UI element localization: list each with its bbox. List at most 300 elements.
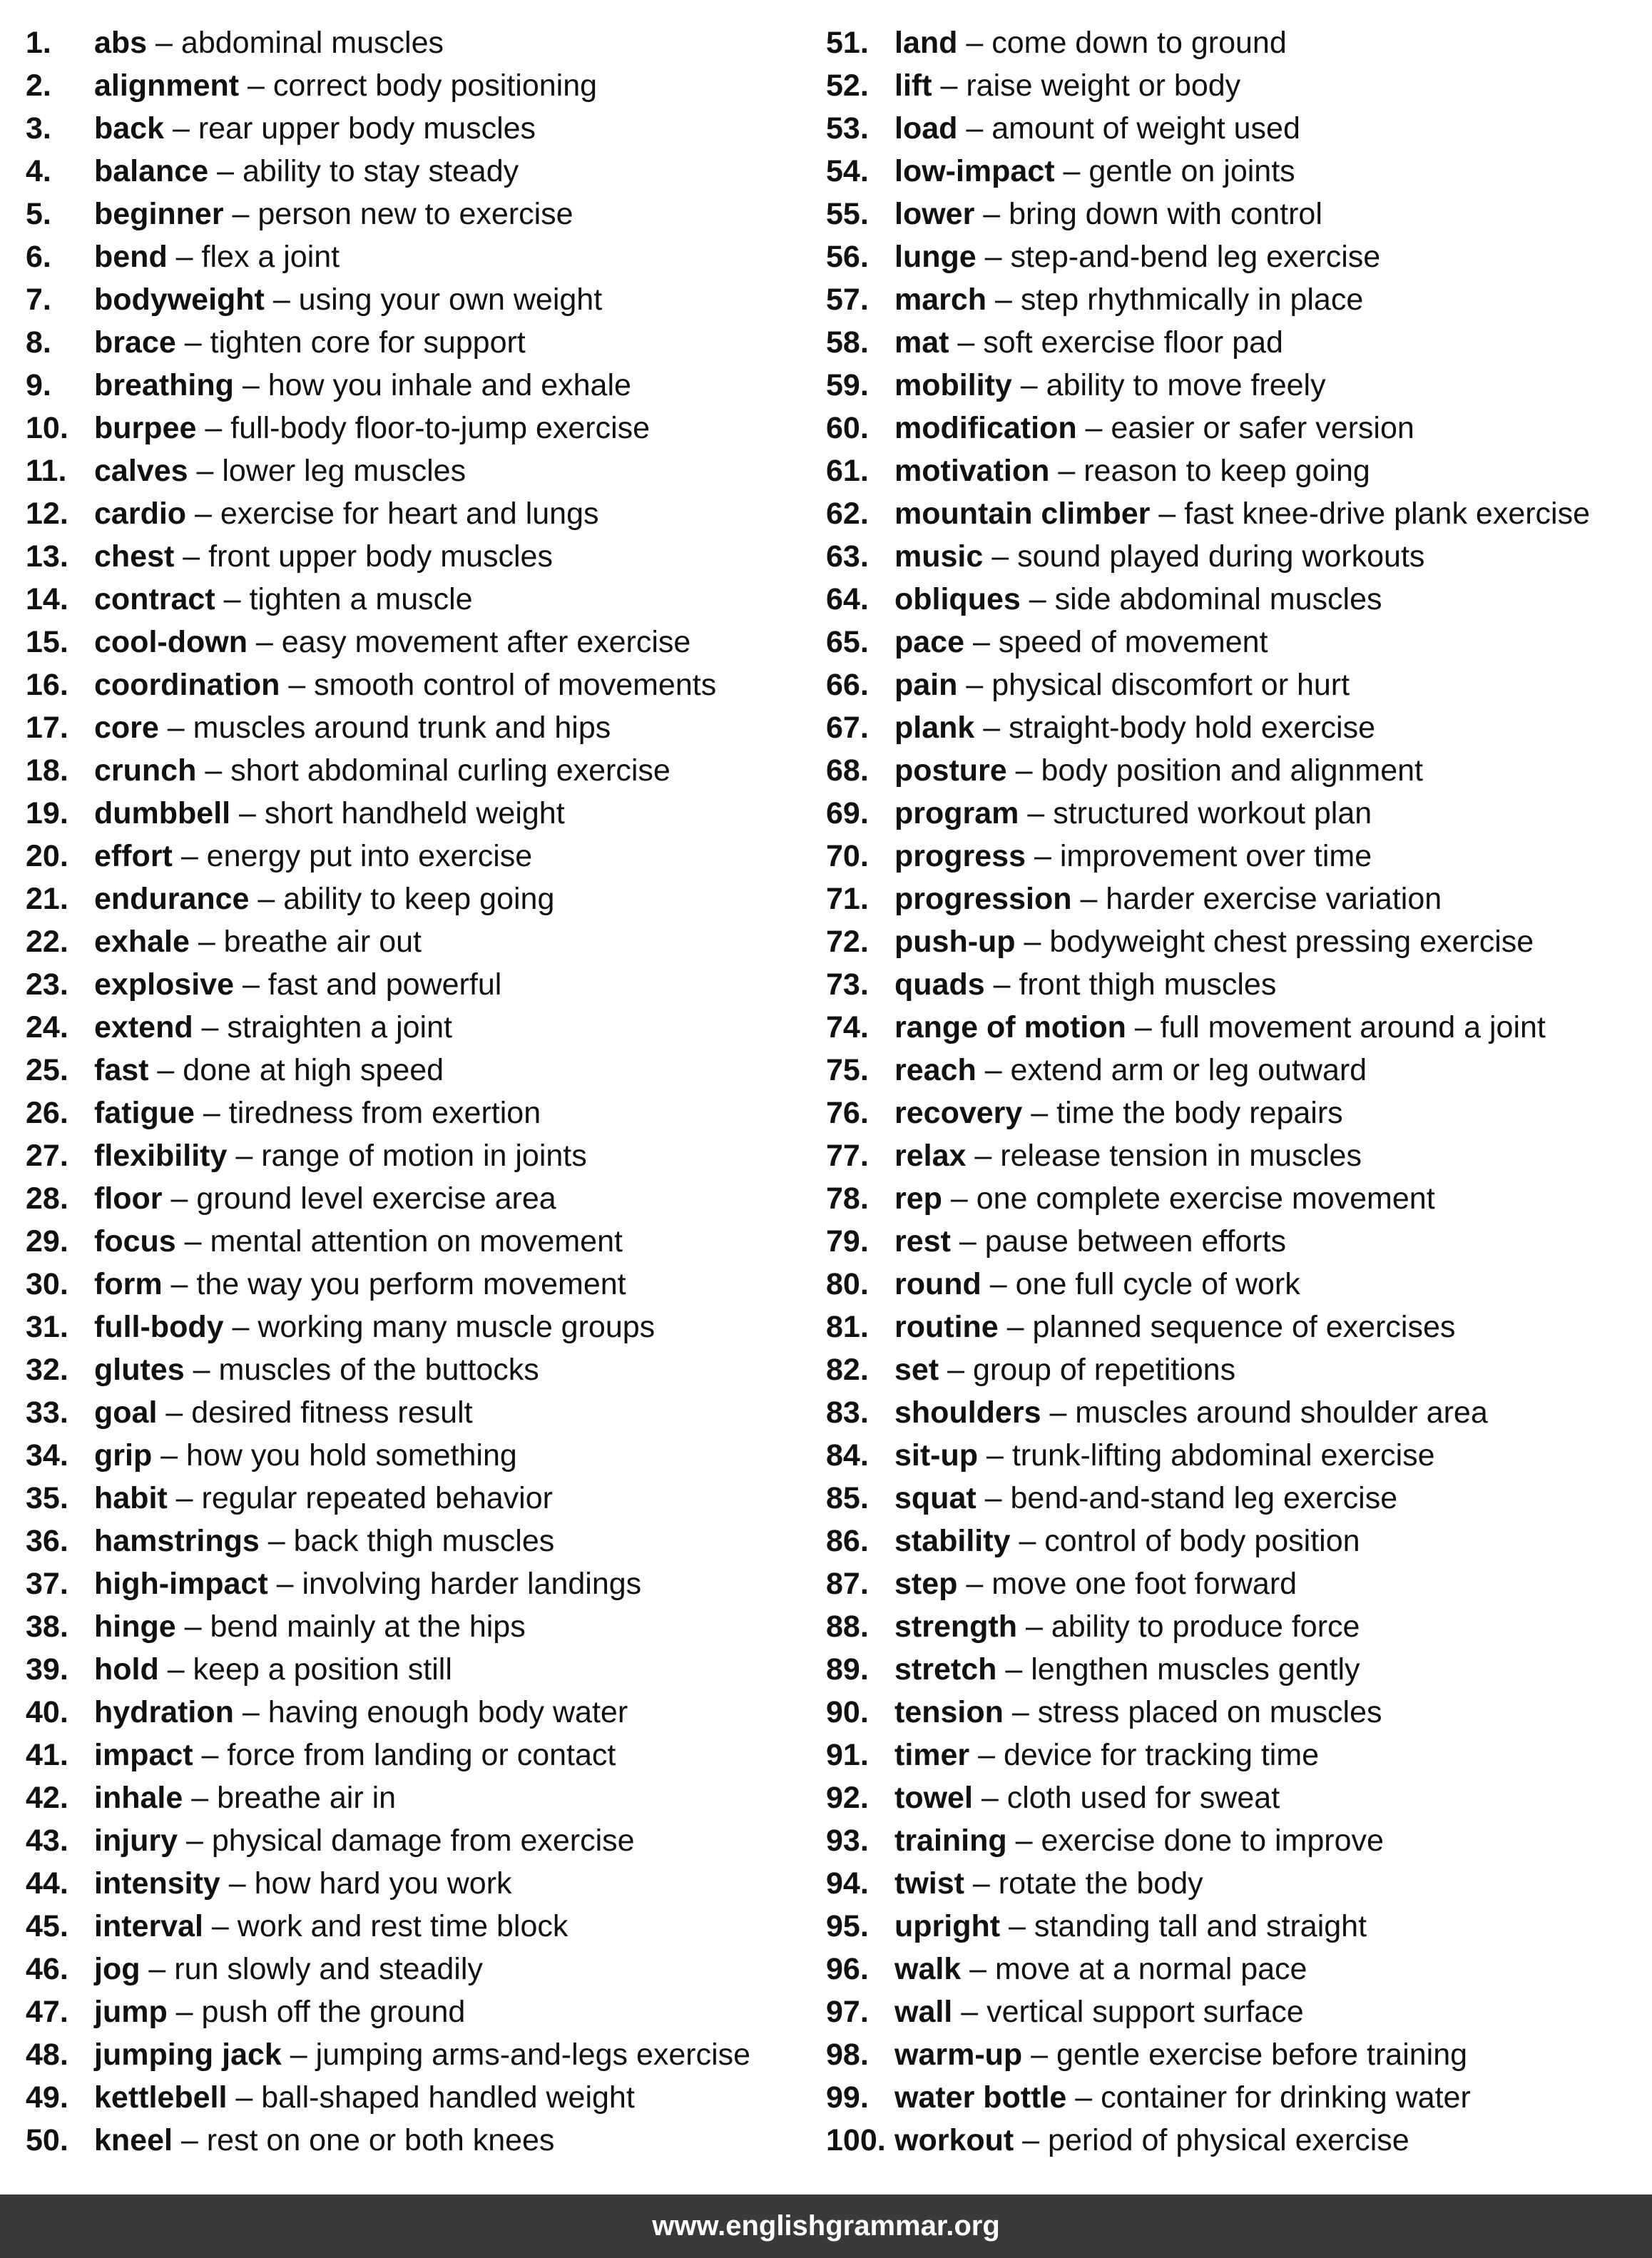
- entry-term: bodyweight: [94, 283, 265, 317]
- vocab-entry: [26, 1520, 810, 1562]
- entry-term: push-up: [894, 925, 1016, 959]
- entry-definition: – fast knee-drive plank exercise: [1150, 497, 1591, 531]
- entry-term: fast: [94, 1053, 149, 1087]
- entry-definition: – short handheld weight: [230, 796, 565, 830]
- vocab-entry: [826, 492, 1646, 535]
- entry-number: 89.: [826, 1652, 869, 1687]
- entry-term: modification: [894, 411, 1077, 445]
- entry-definition: – speed of movement: [964, 625, 1268, 659]
- entry-term: crunch: [94, 753, 197, 788]
- entry-number: 82.: [826, 1353, 869, 1387]
- entry-text: [94, 920, 422, 963]
- entry-definition: – body position and alignment: [1006, 753, 1423, 788]
- entry-term: jumping jack: [94, 2038, 282, 2072]
- entry-term: dumbbell: [94, 796, 231, 830]
- entry-term: shoulders: [894, 1395, 1041, 1430]
- entry-term: reach: [894, 1053, 977, 1087]
- entry-term: tension: [894, 1695, 1004, 1729]
- entry-term: kettlebell: [94, 2080, 228, 2115]
- entry-number: 94.: [826, 1866, 869, 1901]
- entry-term: lower: [894, 197, 975, 231]
- entry-number: 50.: [26, 2123, 68, 2157]
- vocab-entry: [826, 1948, 1646, 1990]
- entry-definition: – one full cycle of work: [981, 1267, 1300, 1301]
- vocab-entry: [26, 21, 810, 64]
- vocab-entry: [26, 1306, 810, 1348]
- entry-definition: – push off the ground: [167, 1995, 466, 2029]
- entry-text: [94, 1306, 655, 1348]
- entry-term: progression: [894, 882, 1072, 916]
- entry-term: effort: [94, 839, 173, 873]
- entry-definition: – desired fitness result: [157, 1395, 473, 1430]
- vocab-entry: [826, 1905, 1646, 1948]
- vocab-entry: [826, 706, 1646, 749]
- entry-definition: – muscles of the buttocks: [184, 1353, 539, 1387]
- vocab-entry: [826, 407, 1646, 449]
- entry-number: 84.: [826, 1438, 869, 1473]
- entry-definition: – sound played during workouts: [983, 539, 1425, 574]
- entry-definition: – period of physical exercise: [1014, 2123, 1409, 2157]
- entry-number: 57.: [826, 283, 869, 317]
- entry-definition: – device for tracking time: [969, 1738, 1320, 1772]
- entry-term: obliques: [894, 582, 1021, 616]
- entry-term: burpee: [94, 411, 197, 445]
- entry-text: [894, 1648, 1360, 1691]
- entry-text: [894, 1776, 1280, 1819]
- entry-term: stretch: [894, 1652, 997, 1687]
- entry-text: [94, 1905, 568, 1948]
- entry-number: 33.: [26, 1395, 68, 1430]
- entry-number: 14.: [26, 582, 68, 616]
- entry-number: 4.: [26, 154, 51, 188]
- entry-term: flexibility: [94, 1139, 228, 1173]
- entry-term: calves: [94, 454, 188, 488]
- vocab-entry: [26, 1348, 810, 1391]
- entry-definition: – rotate the body: [964, 1866, 1203, 1901]
- entry-text: [894, 1391, 1488, 1434]
- entry-text: [94, 278, 602, 321]
- vocab-entry: [26, 1220, 810, 1263]
- entry-term: land: [894, 26, 958, 60]
- entry-text: [94, 1520, 554, 1562]
- entry-definition: – mental attention on movement: [175, 1224, 623, 1258]
- entry-definition: – force from landing or contact: [193, 1738, 616, 1772]
- entry-term: wall: [894, 1995, 953, 2029]
- vocab-entry: [26, 578, 810, 621]
- vocab-entry: [826, 1862, 1646, 1905]
- entry-text: [894, 835, 1372, 878]
- entry-term: set: [894, 1353, 939, 1387]
- vocab-entry: [26, 64, 810, 107]
- vocab-entry: [826, 1049, 1646, 1092]
- entry-definition: – correct body positioning: [239, 68, 598, 103]
- entry-term: alignment: [94, 68, 240, 103]
- vocab-entry: [826, 2119, 1646, 2162]
- entry-definition: – muscles around shoulder area: [1041, 1395, 1488, 1430]
- entry-definition: – lower leg muscles: [188, 454, 466, 488]
- entry-number: 55.: [826, 197, 869, 231]
- entry-term: lift: [894, 68, 932, 103]
- entry-definition: – using your own weight: [264, 283, 603, 317]
- entry-text: [94, 792, 565, 835]
- entry-number: 23.: [26, 967, 68, 1002]
- entry-text: [94, 749, 671, 792]
- entry-text: [894, 492, 1590, 535]
- entry-term: range of motion: [894, 1010, 1126, 1044]
- vocab-entry: [26, 1734, 810, 1776]
- entry-definition: – tighten core for support: [175, 325, 526, 360]
- entry-definition: – smooth control of movements: [280, 668, 717, 702]
- entry-number: 22.: [26, 925, 68, 959]
- entry-term: focus: [94, 1224, 176, 1258]
- entry-text: [94, 449, 466, 492]
- entry-definition: – amount of weight used: [957, 111, 1300, 146]
- entry-term: endurance: [94, 882, 250, 916]
- entry-text: [94, 835, 532, 878]
- vocab-entry: [26, 621, 810, 663]
- entry-term: stability: [894, 1524, 1011, 1558]
- entry-term: upright: [894, 1909, 1001, 1943]
- entry-number: 90.: [826, 1695, 869, 1729]
- entry-number: 52.: [826, 68, 869, 103]
- entry-definition: – exercise for heart and lungs: [186, 497, 599, 531]
- entry-number: 38.: [26, 1609, 68, 1644]
- entry-definition: – having enough body water: [233, 1695, 628, 1729]
- entry-text: [894, 792, 1372, 835]
- vocab-entry: [826, 1562, 1646, 1605]
- vocab-entry: [26, 1948, 810, 1990]
- entry-term: breathing: [94, 368, 234, 402]
- entry-text: [94, 963, 501, 1006]
- entry-number: 25.: [26, 1053, 68, 1087]
- entry-text: [94, 1220, 623, 1263]
- entry-number: 85.: [826, 1481, 869, 1515]
- entry-text: [894, 1605, 1360, 1648]
- entry-definition: – ground level exercise area: [162, 1181, 556, 1216]
- vocab-entry: [26, 1477, 810, 1520]
- entry-term: cool-down: [94, 625, 248, 659]
- entry-number: 39.: [26, 1652, 68, 1687]
- entry-term: relax: [894, 1139, 967, 1173]
- entry-term: high-impact: [94, 1567, 268, 1601]
- vocab-entry: [826, 1220, 1646, 1263]
- entry-number: 1.: [26, 26, 51, 60]
- vocab-entry: [26, 2076, 810, 2119]
- entry-text: [894, 64, 1240, 107]
- entry-definition: – easier or safer version: [1076, 411, 1414, 445]
- entry-number: 3.: [26, 111, 51, 146]
- entry-definition: – container for drinking water: [1066, 2080, 1471, 2115]
- vocab-entry: [26, 706, 810, 749]
- entry-term: hydration: [94, 1695, 234, 1729]
- vocab-entry: [826, 535, 1646, 578]
- vocab-entry: [26, 1049, 810, 1092]
- entry-term: pace: [894, 625, 965, 659]
- entry-term: towel: [894, 1781, 973, 1815]
- vocab-entry: [826, 1734, 1646, 1776]
- entry-definition: – control of body position: [1010, 1524, 1360, 1558]
- entry-number: 68.: [826, 753, 869, 788]
- vocabulary-column-left: [26, 21, 810, 2162]
- entry-term: quads: [894, 967, 985, 1002]
- entry-term: hinge: [94, 1609, 176, 1644]
- entry-text: [894, 920, 1534, 963]
- entry-term: walk: [894, 1952, 962, 1986]
- vocab-entry: [826, 1006, 1646, 1049]
- entry-definition: – soft exercise floor pad: [949, 325, 1283, 360]
- entry-text: [94, 1819, 635, 1862]
- entry-text: [94, 64, 597, 107]
- entry-term: jump: [94, 1995, 168, 2029]
- entry-definition: – run slowly and steadily: [140, 1952, 483, 1986]
- entry-definition: – person new to exercise: [223, 197, 573, 231]
- entry-term: hold: [94, 1652, 159, 1687]
- vocab-entry: [826, 1520, 1646, 1562]
- entry-term: workout: [894, 2123, 1014, 2157]
- vocab-entry: [26, 1862, 810, 1905]
- entry-text: [94, 1477, 553, 1520]
- entry-definition: – bend-and-stand leg exercise: [976, 1481, 1398, 1515]
- entry-term: progress: [894, 839, 1026, 873]
- entry-text: [894, 878, 1442, 920]
- vocab-entry: [26, 1776, 810, 1819]
- entry-number: 95.: [826, 1909, 869, 1943]
- entry-text: [94, 878, 554, 920]
- entry-term: program: [894, 796, 1019, 830]
- entry-term: twist: [894, 1866, 964, 1901]
- entry-number: 98.: [826, 2038, 869, 2072]
- entry-number: 87.: [826, 1567, 869, 1601]
- entry-definition: – group of repetitions: [939, 1353, 1236, 1387]
- entry-text: [894, 1434, 1435, 1477]
- vocab-entry: [26, 663, 810, 706]
- entry-term: music: [894, 539, 984, 574]
- entry-text: [94, 1177, 556, 1220]
- entry-number: 62.: [826, 497, 869, 531]
- entry-definition: – step-and-bend leg exercise: [976, 240, 1381, 274]
- entry-number: 63.: [826, 539, 869, 574]
- entry-number: 75.: [826, 1053, 869, 1087]
- vocab-entry: [26, 963, 810, 1006]
- entry-term: beginner: [94, 197, 224, 231]
- entry-definition: – move at a normal pace: [961, 1952, 1307, 1986]
- vocab-entry: [26, 321, 810, 364]
- entry-definition: – ability to keep going: [249, 882, 555, 916]
- entry-definition: – ball-shaped handled weight: [227, 2080, 635, 2115]
- entry-number: 69.: [826, 796, 869, 830]
- entry-text: [894, 535, 1424, 578]
- entry-number: 44.: [26, 1866, 68, 1901]
- entry-text: [94, 150, 519, 193]
- vocab-entry: [826, 1306, 1646, 1348]
- entry-term: mat: [894, 325, 949, 360]
- vocab-entry: [26, 835, 810, 878]
- entry-number: 83.: [826, 1395, 869, 1430]
- vocab-entry: [826, 2076, 1646, 2119]
- vocab-entry: [826, 193, 1646, 235]
- entry-definition: – improvement over time: [1026, 839, 1372, 873]
- entry-text: [94, 1348, 539, 1391]
- entry-term: recovery: [894, 1096, 1023, 1130]
- vocab-entry: [826, 21, 1646, 64]
- entry-term: habit: [94, 1481, 168, 1515]
- entry-definition: – energy put into exercise: [172, 839, 533, 873]
- entry-text: [894, 107, 1300, 150]
- entry-text: [94, 1562, 641, 1605]
- entry-number: 6.: [26, 240, 51, 274]
- entry-definition: – full-body floor-to-jump exercise: [196, 411, 651, 445]
- entry-term: step: [894, 1567, 958, 1601]
- entry-text: [94, 1049, 444, 1092]
- vocab-entry: [826, 792, 1646, 835]
- entry-definition: – range of motion in joints: [227, 1139, 587, 1173]
- vocab-entry: [26, 878, 810, 920]
- entry-text: [894, 321, 1283, 364]
- entry-number: 79.: [826, 1224, 869, 1258]
- vocab-entry: [826, 107, 1646, 150]
- entry-term: jog: [94, 1952, 141, 1986]
- entry-number: 97.: [826, 1995, 869, 2029]
- entry-number: 26.: [26, 1096, 68, 1130]
- entry-number: 76.: [826, 1096, 869, 1130]
- entry-text: [894, 1006, 1546, 1049]
- entry-text: [894, 1477, 1397, 1520]
- vocab-entry: [826, 364, 1646, 407]
- vocab-entry: [826, 749, 1646, 792]
- entry-number: 24.: [26, 1010, 68, 1044]
- entry-text: [94, 2119, 554, 2162]
- entry-term: fatigue: [94, 1096, 195, 1130]
- entry-text: [94, 1605, 526, 1648]
- entry-definition: – side abdominal muscles: [1020, 582, 1382, 616]
- entry-number: 99.: [826, 2080, 869, 2115]
- vocab-entry: [826, 1434, 1646, 1477]
- vocab-entry: [826, 1605, 1646, 1648]
- entry-term: interval: [94, 1909, 203, 1943]
- entry-term: round: [894, 1267, 981, 1301]
- entry-text: [894, 278, 1363, 321]
- entry-text: [94, 321, 526, 364]
- entry-definition: – how you inhale and exhale: [233, 368, 631, 402]
- entry-number: 31.: [26, 1310, 68, 1344]
- entry-term: mobility: [894, 368, 1012, 402]
- vocab-entry: [826, 920, 1646, 963]
- entry-number: 81.: [826, 1310, 869, 1344]
- entry-text: [894, 1049, 1367, 1092]
- vocab-entry: [826, 2033, 1646, 2076]
- vocab-entry: [26, 535, 810, 578]
- entry-definition: – bodyweight chest pressing exercise: [1015, 925, 1534, 959]
- vocab-entry: [26, 1434, 810, 1477]
- entry-text: [894, 621, 1268, 663]
- entry-number: 70.: [826, 839, 869, 873]
- entry-text: [894, 235, 1380, 278]
- entry-number: 40.: [26, 1695, 68, 1729]
- entry-text: [894, 2033, 1467, 2076]
- entry-number: 61.: [826, 454, 869, 488]
- vocab-entry: [26, 1177, 810, 1220]
- entry-text: [894, 1263, 1300, 1306]
- entry-definition: – physical discomfort or hurt: [957, 668, 1350, 702]
- entry-text: [894, 706, 1375, 749]
- entry-number: 28.: [26, 1181, 68, 1216]
- entry-term: sit-up: [894, 1438, 979, 1473]
- entry-number: 41.: [26, 1738, 68, 1772]
- vocab-entry: [26, 1691, 810, 1734]
- vocab-entry: [826, 64, 1646, 107]
- entry-number: 5.: [26, 197, 51, 231]
- entry-text: [94, 107, 536, 150]
- entry-definition: – raise weight or body: [932, 68, 1241, 103]
- entry-definition: – fast and powerful: [234, 967, 502, 1002]
- vocab-entry: [826, 1391, 1646, 1434]
- vocab-entry: [26, 1562, 810, 1605]
- vocab-entry: [826, 1348, 1646, 1391]
- entry-definition: – come down to ground: [957, 26, 1287, 60]
- vocab-entry: [826, 1990, 1646, 2033]
- entry-definition: – rear upper body muscles: [164, 111, 536, 146]
- entry-number: 11.: [26, 454, 67, 488]
- entry-term: rep: [894, 1181, 942, 1216]
- entry-text: [94, 492, 599, 535]
- entry-number: 72.: [826, 925, 869, 959]
- entry-text: [894, 663, 1350, 706]
- entry-term: cardio: [94, 497, 187, 531]
- entry-text: [94, 1092, 541, 1134]
- vocab-entry: [826, 150, 1646, 193]
- entry-term: intensity: [94, 1866, 220, 1901]
- vocab-entry: [826, 1648, 1646, 1691]
- vocab-entry: [826, 321, 1646, 364]
- entry-term: form: [94, 1267, 163, 1301]
- entry-number: 60.: [826, 411, 869, 445]
- entry-text: [894, 1948, 1307, 1990]
- entry-definition: – rest on one or both knees: [172, 2123, 555, 2157]
- entry-definition: – structured workout plan: [1019, 796, 1372, 830]
- entry-number: 53.: [826, 111, 869, 146]
- entry-term: extend: [94, 1010, 193, 1044]
- vocab-entry: [26, 364, 810, 407]
- entry-text: [894, 1905, 1367, 1948]
- entry-text: [94, 1391, 473, 1434]
- entry-number: 86.: [826, 1524, 869, 1558]
- entry-term: lunge: [894, 240, 977, 274]
- entry-number: 20.: [26, 839, 68, 873]
- entry-text: [894, 963, 1276, 1006]
- vocab-entry: [26, 235, 810, 278]
- entry-text: [894, 1734, 1319, 1776]
- entry-text: [894, 1862, 1203, 1905]
- entry-text: [94, 2076, 635, 2119]
- entry-term: contract: [94, 582, 215, 616]
- entry-term: impact: [94, 1738, 193, 1772]
- entry-number: 13.: [26, 539, 68, 574]
- entry-definition: – work and rest time block: [203, 1909, 568, 1943]
- entry-term: hamstrings: [94, 1524, 260, 1558]
- entry-text: [894, 1348, 1235, 1391]
- entry-number: 92.: [826, 1781, 869, 1815]
- entry-term: load: [894, 111, 958, 146]
- vocab-entry: [26, 749, 810, 792]
- entry-definition: – straighten a joint: [193, 1010, 452, 1044]
- entry-definition: – exercise done to improve: [1006, 1824, 1384, 1858]
- entry-text: [894, 193, 1322, 235]
- vocab-entry: [26, 150, 810, 193]
- entry-text: [94, 1948, 483, 1990]
- entry-definition: – muscles around trunk and hips: [158, 711, 611, 745]
- entry-term: low-impact: [894, 154, 1055, 188]
- vocab-entry: [826, 1477, 1646, 1520]
